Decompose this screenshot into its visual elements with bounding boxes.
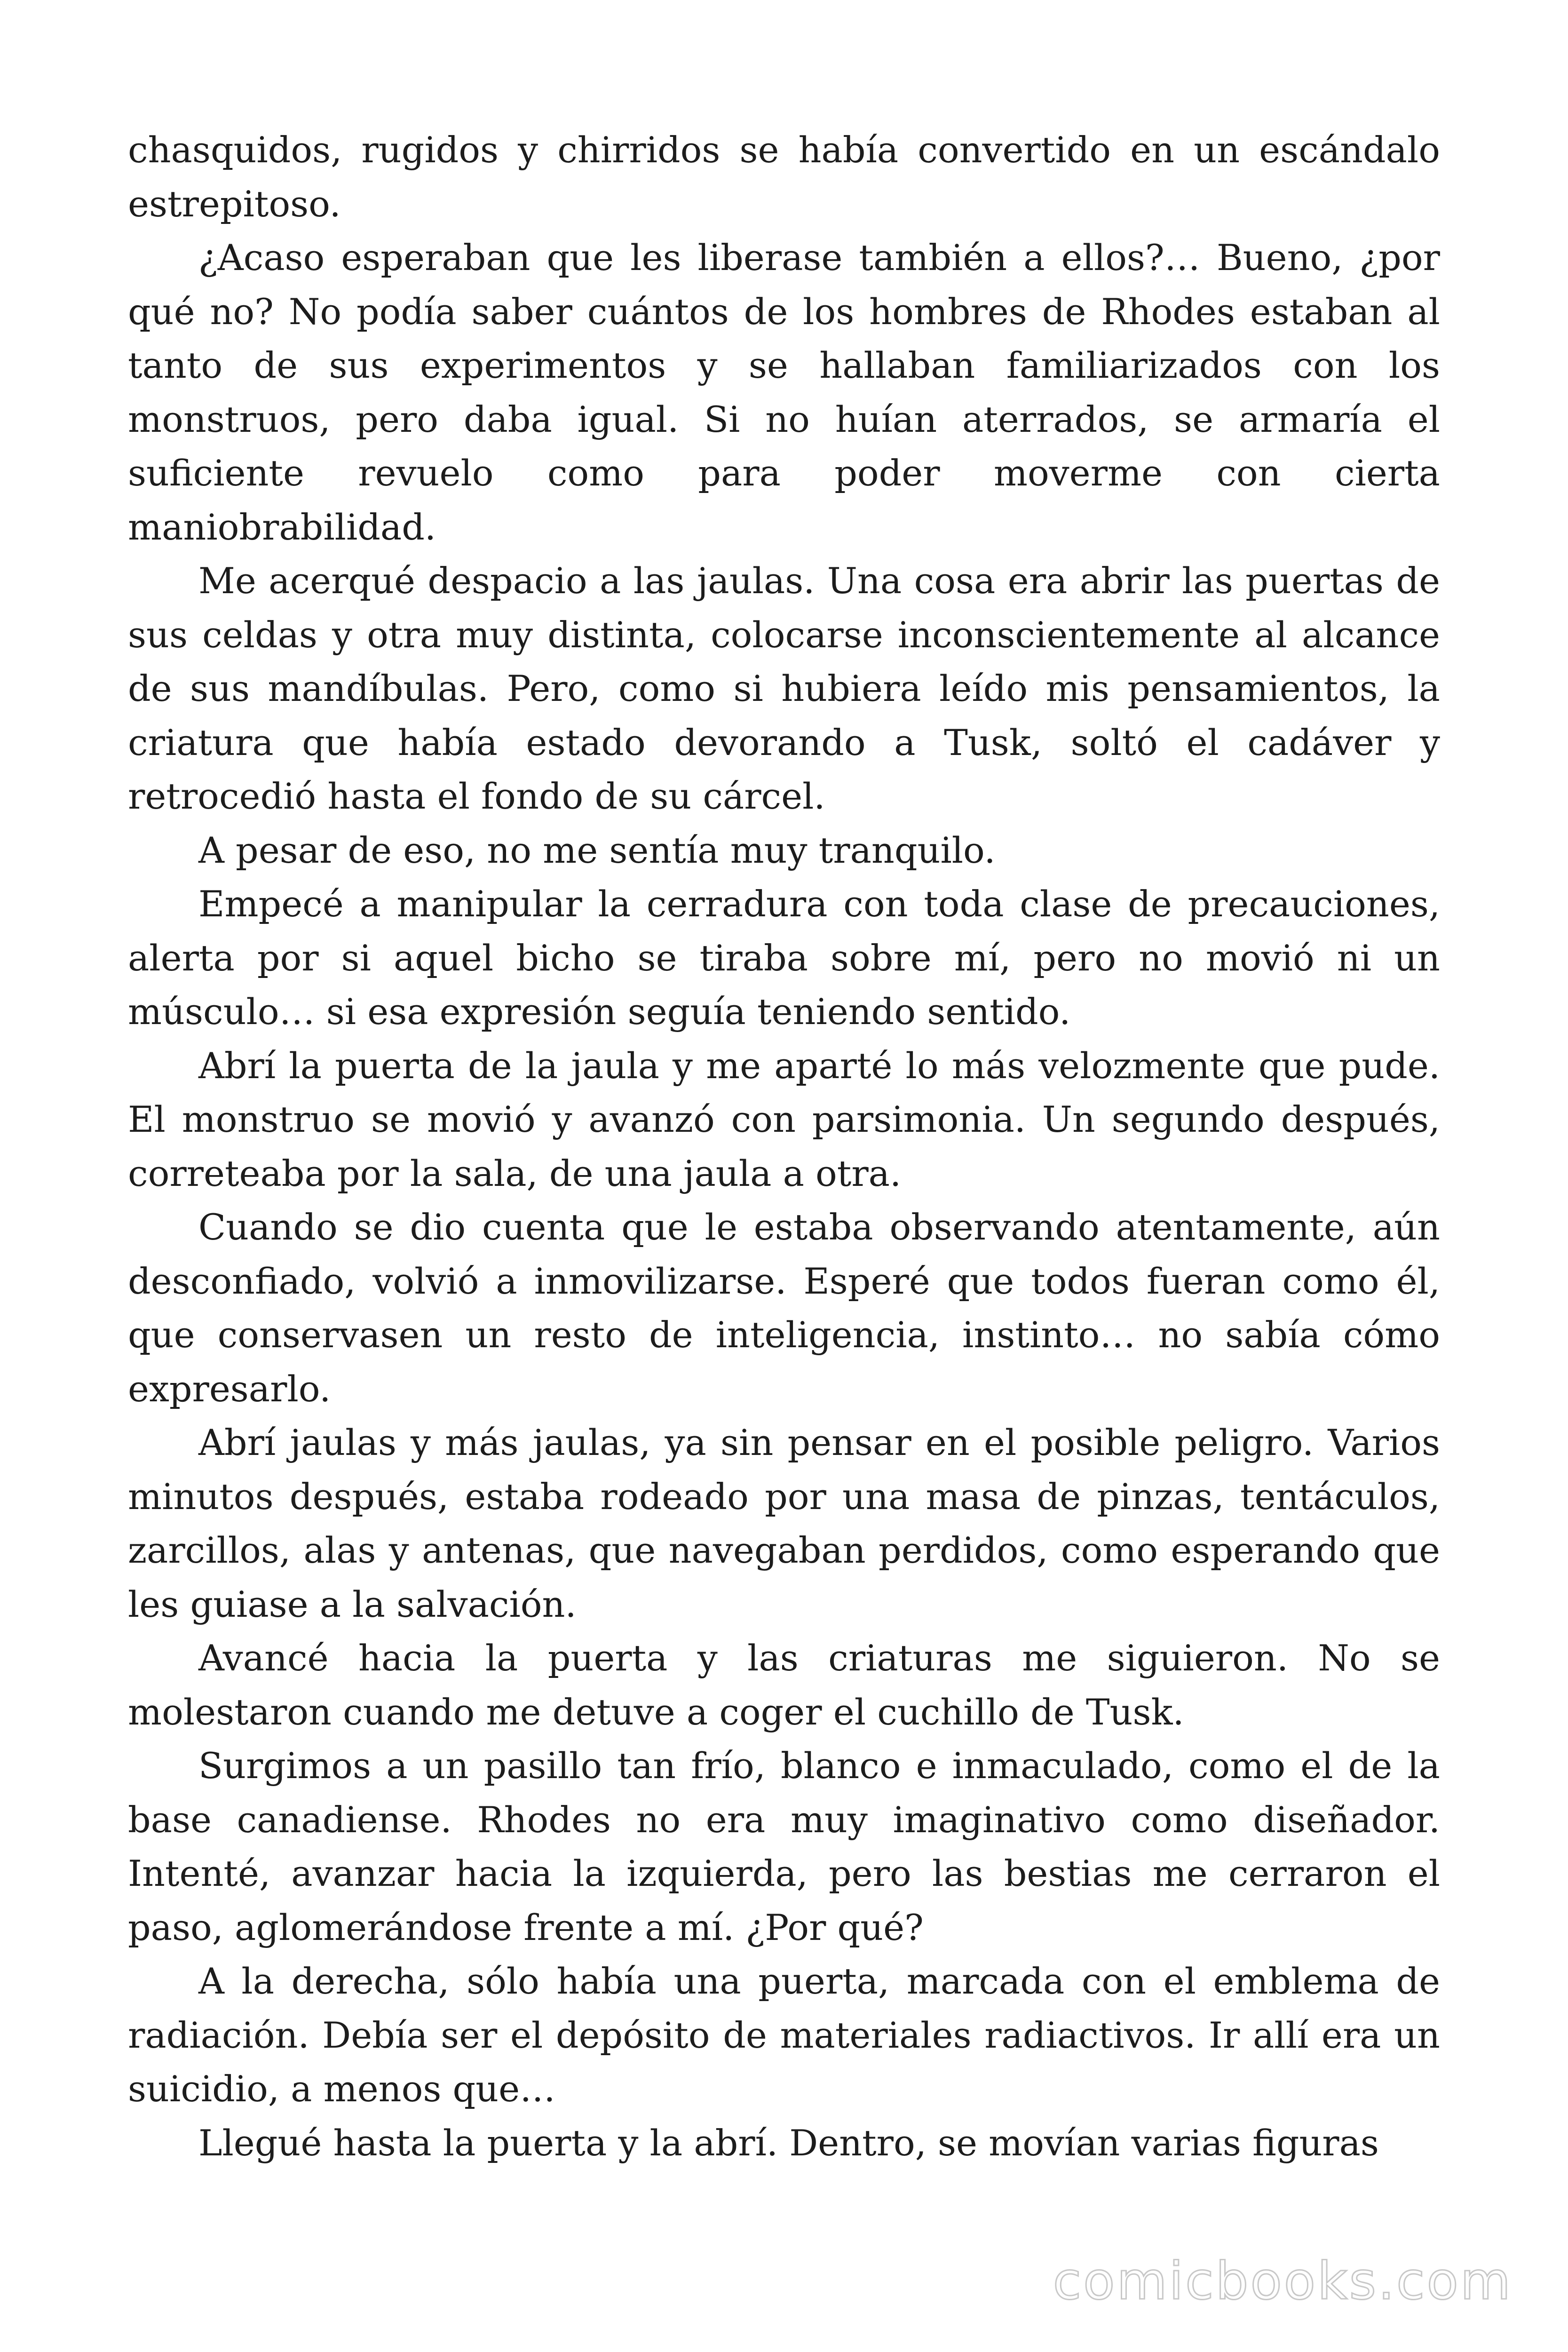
paragraph-9: Avancé hacia la puerta y las criaturas me siguieron. No se molestaron cuando me detuve a coger el cuchillo de Tusk.	[128, 1637, 1440, 1733]
paragraph-3: Me acerqué despacio a las jaulas. Una cosa era abrir las puertas de sus celdas y otra muy distinta, colocarse inconscientemente al alcance de sus mandíbulas. Pero, como si hubiera leído mis pensamientos, la criatura que había estado devorando a Tusk, soltó el cadáver y retrocedió hasta el fondo de su cárcel.	[128, 560, 1440, 817]
paragraph-5: Empecé a manipular la cerradura con toda clase de precauciones, alerta por si aquel bicho se tiraba sobre mí, pero no movió ni un músculo… si esa expresión seguía teniendo sentido.	[128, 883, 1440, 1033]
watermark: comicbooks.com	[1053, 2251, 1513, 2311]
paragraph-7: Cuando se dio cuenta que le estaba observando atentamente, aún desconfiado, volvió a inmovilizarse. Esperé que todos fueran como él, que conservasen un resto de inteligencia, instinto… no sabía cómo expresarlo.	[128, 1206, 1440, 1410]
paragraph-6: Abrí la puerta de la jaula y me aparté lo más velozmente que pude. El monstruo se movió y avanzó con parsimonia. Un segundo después, correteaba por la sala, de una jaula a otra.	[128, 1044, 1440, 1194]
paragraph-8: Abrí jaulas y más jaulas, ya sin pensar en el posible peligro. Varios minutos después, estaba rodeado por una masa de pinzas, tentáculos, zarcillos, alas y antenas, que navegaban perdidos, como esperando que les guiase a la salvación.	[128, 1422, 1440, 1625]
paragraph-4: A pesar de eso, no me sentía muy tranquilo.	[198, 829, 996, 871]
paragraph-2: ¿Acaso esperaban que les liberase también a ellos?… Bueno, ¿por qué no? No podía saber cuántos de los hombres de Rhodes estaban al tanto de sus experimentos y se hallaban familiarizados con los monstruos, pero daba igual. Si no huían aterrados, se armaría el suficiente revuelo como para poder moverme con cierta maniobrabilidad.	[128, 237, 1440, 548]
page-text	[128, 123, 1440, 2170]
paragraph-10: Surgimos a un pasillo tan frío, blanco e inmaculado, como el de la base canadiense. Rhodes no era muy imaginativo como diseñador. Intenté, avanzar hacia la izquierda, pero las bestias me cerraron el paso, aglomerándose frente a mí. ¿Por qué?	[128, 1745, 1440, 1948]
paragraph-1: chasquidos, rugidos y chirridos se había convertido en un escándalo estrepitoso.	[128, 129, 1440, 225]
paragraph-11: A la derecha, sólo había una puerta, marcada con el emblema de radiación. Debía ser el depósito de materiales radiactivos. Ir allí era un suicidio, a menos que…	[128, 1960, 1440, 2110]
paragraph-12: Llegué hasta la puerta y la abrí. Dentro, se movían varias figuras	[198, 2122, 1379, 2164]
